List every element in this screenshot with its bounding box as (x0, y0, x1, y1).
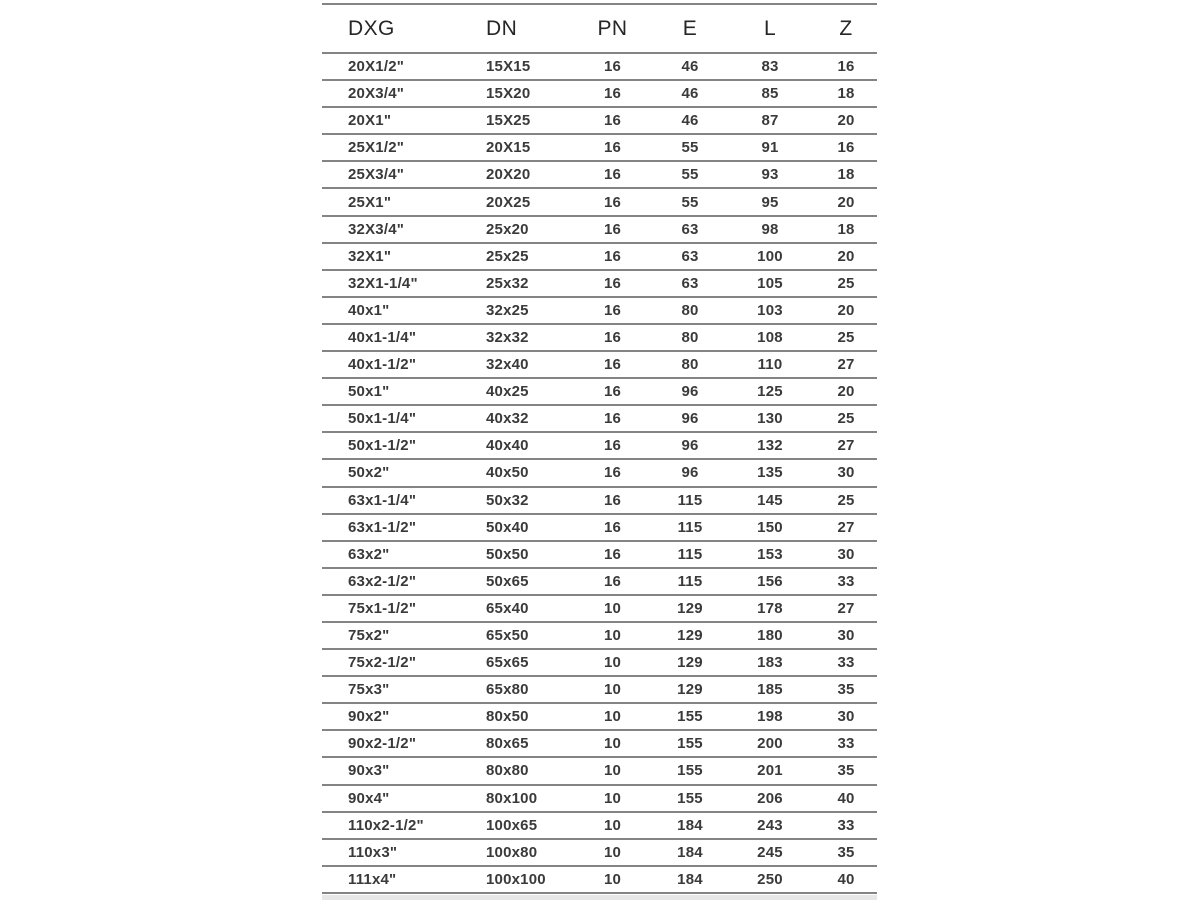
cell-dxg: 75x3" (348, 681, 390, 699)
cell-dn: 80x65 (486, 735, 529, 753)
cell-dxg: 63x2-1/2" (348, 572, 417, 590)
cell-z: 40 (837, 870, 855, 888)
table-row (322, 108, 877, 135)
cell-pn: 16 (603, 572, 622, 590)
table-row (322, 271, 877, 298)
cell-l: 201 (757, 762, 783, 780)
cell-l: 87 (761, 112, 779, 130)
cell-pn: 16 (603, 410, 622, 428)
cell-l: 95 (761, 193, 779, 211)
cell-dn: 40x50 (486, 464, 529, 482)
cell-z: 27 (837, 518, 855, 536)
cell-dxg: 75x2-1/2" (348, 654, 417, 672)
cell-pn: 10 (603, 762, 622, 780)
table-row (322, 189, 877, 216)
column-header-pn: PN (597, 16, 628, 40)
cell-z: 25 (837, 491, 855, 509)
cell-e: 115 (677, 545, 703, 563)
column-header-dn: DN (486, 16, 518, 40)
cell-pn: 16 (603, 545, 622, 563)
cell-e: 46 (681, 58, 699, 76)
cell-l: 103 (757, 301, 783, 319)
cell-e: 96 (681, 383, 699, 401)
cell-pn: 16 (603, 464, 622, 482)
table-row (322, 596, 877, 623)
cell-l: 243 (757, 816, 783, 834)
cell-e: 155 (677, 708, 703, 726)
cell-z: 25 (837, 274, 855, 292)
cell-pn: 16 (603, 274, 622, 292)
cell-e: 184 (677, 816, 703, 834)
cell-dn: 15X20 (486, 85, 531, 103)
cell-l: 198 (757, 708, 783, 726)
table-row (322, 460, 877, 487)
cell-dn: 32x40 (486, 356, 529, 374)
cell-z: 30 (837, 627, 855, 645)
cell-z: 35 (837, 681, 855, 699)
table-row (322, 840, 877, 867)
cell-e: 129 (677, 681, 703, 699)
column-header-e: E (682, 16, 698, 40)
cell-z: 18 (837, 166, 855, 184)
cell-dn: 80x100 (486, 789, 538, 807)
cell-dxg: 50x2" (348, 464, 390, 482)
cell-z: 20 (837, 301, 855, 319)
cell-l: 183 (757, 654, 783, 672)
cell-pn: 16 (603, 437, 622, 455)
table-header-row (322, 3, 877, 54)
cell-z: 30 (837, 708, 855, 726)
cell-z: 40 (837, 789, 855, 807)
cell-z: 25 (837, 328, 855, 346)
cell-l: 185 (757, 681, 783, 699)
cell-e: 129 (677, 654, 703, 672)
cell-dxg: 110x3" (348, 843, 398, 861)
table-row (322, 623, 877, 650)
table-row (322, 54, 877, 81)
cell-dxg: 40x1" (348, 301, 390, 319)
cell-l: 250 (757, 870, 783, 888)
cell-l: 150 (757, 518, 783, 536)
table-row (322, 162, 877, 189)
cell-e: 55 (681, 139, 699, 157)
cell-pn: 16 (603, 112, 622, 130)
cell-dxg: 90x3" (348, 762, 390, 780)
cell-pn: 10 (603, 789, 622, 807)
cell-l: 200 (757, 735, 783, 753)
cell-l: 110 (757, 356, 783, 374)
cell-pn: 16 (603, 139, 622, 157)
cell-e: 80 (681, 356, 699, 374)
table-row (322, 135, 877, 162)
cell-l: 178 (757, 599, 783, 617)
table-row (322, 813, 877, 840)
cell-dxg: 63x2" (348, 545, 390, 563)
cell-z: 33 (837, 572, 855, 590)
cell-z: 30 (837, 545, 855, 563)
cell-dn: 40x25 (486, 383, 529, 401)
table-row (322, 704, 877, 731)
cell-e: 155 (677, 789, 703, 807)
cell-l: 156 (757, 572, 783, 590)
cell-dn: 15X15 (486, 58, 531, 76)
cell-l: 93 (761, 166, 779, 184)
cell-pn: 16 (603, 247, 622, 265)
cell-l: 125 (757, 383, 783, 401)
column-header-z: Z (839, 16, 853, 40)
cell-dn: 50x50 (486, 545, 529, 563)
table-row (322, 677, 877, 704)
table-row (322, 650, 877, 677)
cell-z: 20 (837, 193, 855, 211)
cell-dxg: 32X1-1/4" (348, 274, 418, 292)
cell-dxg: 63x1-1/4" (348, 491, 417, 509)
table-row (322, 81, 877, 108)
cell-dxg: 90x2" (348, 708, 390, 726)
table-row (322, 488, 877, 515)
cell-dn: 40x40 (486, 437, 529, 455)
cell-z: 33 (837, 816, 855, 834)
cell-e: 115 (677, 572, 703, 590)
cell-l: 100 (757, 247, 783, 265)
cell-dn: 20X25 (486, 193, 531, 211)
cell-z: 33 (837, 654, 855, 672)
cell-dn: 25x20 (486, 220, 529, 238)
cell-z: 35 (837, 762, 855, 780)
cell-pn: 10 (603, 816, 622, 834)
cell-dxg: 20X1" (348, 112, 392, 130)
cell-pn: 16 (603, 85, 622, 103)
cell-e: 129 (677, 599, 703, 617)
cell-pn: 10 (603, 870, 622, 888)
cell-pn: 16 (603, 58, 622, 76)
cell-pn: 16 (603, 491, 622, 509)
cell-z: 16 (837, 139, 855, 157)
cell-e: 115 (677, 518, 703, 536)
cell-e: 184 (677, 843, 703, 861)
table-bottom-strip (322, 895, 877, 900)
table-row (322, 758, 877, 785)
table-row (322, 867, 877, 894)
cell-dxg: 32X1" (348, 247, 392, 265)
cell-pn: 10 (603, 843, 622, 861)
column-header-l: L (763, 16, 777, 40)
cell-e: 55 (681, 193, 699, 211)
spec-table (322, 0, 877, 900)
cell-e: 115 (677, 491, 703, 509)
cell-dn: 15X25 (486, 112, 531, 130)
cell-e: 55 (681, 166, 699, 184)
table-row (322, 515, 877, 542)
cell-z: 33 (837, 735, 855, 753)
cell-pn: 10 (603, 654, 622, 672)
table-row (322, 569, 877, 596)
cell-dn: 65x40 (486, 599, 529, 617)
cell-z: 27 (837, 356, 855, 374)
cell-dn: 80x80 (486, 762, 529, 780)
cell-l: 85 (761, 85, 779, 103)
cell-dxg: 25X1" (348, 193, 392, 211)
cell-dxg: 20X1/2" (348, 58, 405, 76)
cell-dn: 100x80 (486, 843, 538, 861)
column-header-dxg: DXG (348, 16, 395, 40)
cell-e: 129 (677, 627, 703, 645)
cell-dn: 50x40 (486, 518, 529, 536)
table-row (322, 352, 877, 379)
cell-dxg: 50x1-1/2" (348, 437, 417, 455)
cell-dn: 50x65 (486, 572, 529, 590)
cell-dxg: 111x4" (348, 870, 397, 888)
cell-l: 145 (757, 491, 783, 509)
cell-l: 98 (761, 220, 779, 238)
cell-z: 18 (837, 220, 855, 238)
cell-e: 155 (677, 762, 703, 780)
cell-dn: 25x25 (486, 247, 529, 265)
cell-e: 46 (681, 85, 699, 103)
cell-dxg: 63x1-1/2" (348, 518, 417, 536)
cell-dxg: 75x2" (348, 627, 390, 645)
cell-pn: 10 (603, 599, 622, 617)
cell-pn: 10 (603, 627, 622, 645)
cell-dn: 40x32 (486, 410, 529, 428)
cell-pn: 16 (603, 383, 622, 401)
cell-dn: 32x32 (486, 328, 529, 346)
cell-l: 130 (757, 410, 783, 428)
cell-e: 63 (681, 274, 699, 292)
cell-dn: 20X15 (486, 139, 531, 157)
cell-l: 108 (757, 328, 783, 346)
cell-dn: 80x50 (486, 708, 529, 726)
cell-e: 96 (681, 410, 699, 428)
cell-dn: 32x25 (486, 301, 529, 319)
cell-e: 96 (681, 437, 699, 455)
cell-l: 206 (757, 789, 783, 807)
cell-pn: 10 (603, 708, 622, 726)
cell-z: 18 (837, 85, 855, 103)
cell-e: 46 (681, 112, 699, 130)
cell-z: 27 (837, 599, 855, 617)
cell-pn: 16 (603, 220, 622, 238)
cell-dn: 65x80 (486, 681, 529, 699)
cell-dn: 65x65 (486, 654, 529, 672)
cell-pn: 16 (603, 328, 622, 346)
cell-pn: 16 (603, 193, 622, 211)
cell-dxg: 50x1-1/4" (348, 410, 417, 428)
cell-pn: 16 (603, 518, 622, 536)
cell-pn: 16 (603, 356, 622, 374)
cell-dxg: 50x1" (348, 383, 390, 401)
cell-dxg: 90x2-1/2" (348, 735, 417, 753)
cell-l: 245 (757, 843, 783, 861)
cell-z: 20 (837, 247, 855, 265)
cell-z: 20 (837, 383, 855, 401)
cell-dxg: 25X3/4" (348, 166, 405, 184)
table-row (322, 731, 877, 758)
cell-l: 83 (761, 58, 779, 76)
cell-z: 30 (837, 464, 855, 482)
cell-pn: 10 (603, 735, 622, 753)
cell-z: 35 (837, 843, 855, 861)
cell-e: 80 (681, 328, 699, 346)
cell-e: 63 (681, 220, 699, 238)
cell-dn: 50x32 (486, 491, 529, 509)
table-row (322, 325, 877, 352)
cell-z: 27 (837, 437, 855, 455)
cell-l: 153 (757, 545, 783, 563)
cell-pn: 16 (603, 301, 622, 319)
cell-dxg: 20X3/4" (348, 85, 405, 103)
cell-dn: 25x32 (486, 274, 529, 292)
cell-dn: 65x50 (486, 627, 529, 645)
cell-l: 132 (757, 437, 783, 455)
table-row (322, 217, 877, 244)
cell-z: 16 (837, 58, 855, 76)
cell-z: 20 (837, 112, 855, 130)
table-row (322, 379, 877, 406)
cell-dn: 20X20 (486, 166, 531, 184)
cell-e: 63 (681, 247, 699, 265)
cell-dn: 100x65 (486, 816, 538, 834)
cell-dxg: 90x4" (348, 789, 390, 807)
cell-e: 184 (677, 870, 703, 888)
table-row (322, 786, 877, 813)
cell-l: 135 (757, 464, 783, 482)
cell-dxg: 75x1-1/2" (348, 599, 417, 617)
cell-dxg: 25X1/2" (348, 139, 405, 157)
table-row (322, 406, 877, 433)
cell-l: 180 (757, 627, 783, 645)
cell-e: 155 (677, 735, 703, 753)
cell-l: 105 (757, 274, 783, 292)
table-row (322, 244, 877, 271)
cell-dxg: 40x1-1/2" (348, 356, 417, 374)
cell-pn: 16 (603, 166, 622, 184)
cell-dxg: 32X3/4" (348, 220, 405, 238)
cell-z: 25 (837, 410, 855, 428)
cell-dxg: 40x1-1/4" (348, 328, 417, 346)
cell-dxg: 110x2-1/2" (348, 816, 424, 834)
table-row (322, 542, 877, 569)
cell-e: 96 (681, 464, 699, 482)
cell-pn: 10 (603, 681, 622, 699)
cell-dn: 100x100 (486, 870, 546, 888)
cell-e: 80 (681, 301, 699, 319)
table-row (322, 298, 877, 325)
table-row (322, 433, 877, 460)
cell-l: 91 (761, 139, 779, 157)
table-body (322, 54, 877, 894)
